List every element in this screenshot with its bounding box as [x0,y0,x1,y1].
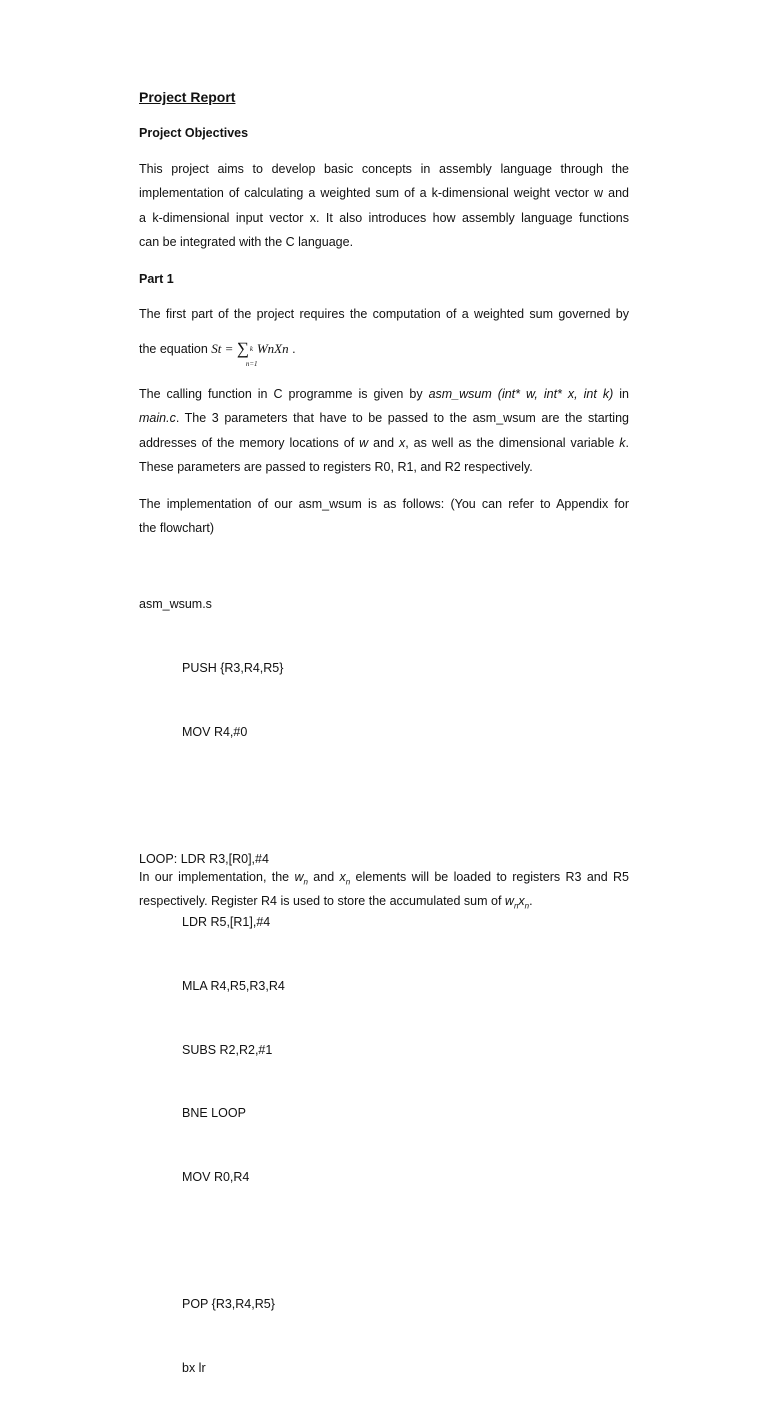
calling-text: addresses of the memory locations of [139,435,360,450]
calling-paragraph [139,382,629,480]
calling-text: . The 3 parameters that have to be passed to the asm_wsum are the starting [175,411,629,426]
objectives-line-2: implementation of calculating a weighted sum of a k-dimensional weight vector w and [139,186,629,201]
code-line: LDR R5,[R1],#4 [182,915,271,930]
equation-upper-limit: k [249,345,253,354]
equation-limits [245,343,258,369]
objectives-line-1: This project aims to develop basic concepts in assembly language through the [139,162,629,176]
calling-line-1 [139,382,629,406]
calling-text: in [613,387,629,401]
var-w: w [359,435,369,450]
code-line: SUBS R2,R2,#1 [182,1042,273,1057]
closing-text: . [529,894,533,909]
part1-intro-line-1: The first part of the project requires the computation of a weighted sum governed by [139,307,629,321]
objectives-line-4: can be integrated with the C language. [139,235,354,250]
calling-line-3 [139,431,629,455]
objectives-heading: Project Objectives [139,126,249,140]
equation [211,339,289,369]
code-line: POP {R3,R4,R5} [182,1297,275,1312]
code-line: MLA R4,R5,R3,R4 [182,979,285,994]
implementation-line-2: the flowchart) [139,521,215,536]
implementation-line-1: The implementation of our asm_wsum is as follows: (You can refer to Appendix for [139,497,629,511]
part1-heading: Part 1 [139,272,174,286]
closing-text: In our implementation, the [139,870,295,884]
assembly-code [139,552,285,1421]
code-blank [139,785,285,806]
file-name: main.c [139,411,176,426]
part1-intro [139,302,629,326]
implementation-paragraph [139,492,629,541]
closing-text: and [307,870,340,884]
equation-prefix: the equation [139,342,212,356]
var-x: x [518,894,525,909]
function-signature: asm_wsum (int* w, int* x, int k) [428,387,614,401]
objectives-line-3: a k-dimensional input vector x. It also introduces how assembly language functions [139,210,629,225]
subscript-n: n [345,877,351,887]
subscript-n: n [524,901,530,911]
equation-lhs: St = [211,341,234,356]
var-w: w [294,870,304,884]
code-line: MOV R0,R4 [182,1169,250,1184]
code-line: PUSH {R3,R4,R5} [182,661,284,676]
document-title: Project Report [139,89,236,105]
code-blank [139,1231,285,1252]
equation-lower-limit: n=1 [245,360,258,369]
subscript-n: n [303,877,308,887]
calling-text: The calling function in C programme is given by [139,387,429,401]
closing-line-2 [139,889,629,913]
objectives-paragraph [139,157,629,255]
var-k: k [619,435,626,450]
equation-rhs: WnXn [256,341,289,356]
var-x: x [339,870,346,884]
calling-text: , as well as the dimensional variable [405,435,620,450]
var-w: w [504,894,514,909]
equation-end: . [288,342,296,356]
calling-text: . [625,435,630,450]
code-loop-label: LOOP: [139,851,178,866]
code-file-name: asm_wsum.s [139,597,212,612]
sigma-symbol: ∑ [236,339,249,358]
calling-line-2 [139,406,629,430]
closing-text: respectively. Register R4 is used to store the accumulated sum of [139,894,505,909]
calling-text: and [368,435,399,450]
code-line: bx lr [182,1360,206,1375]
subscript-n: n [513,901,519,911]
closing-line-1 [139,865,629,889]
code-line: MOV R4,#0 [182,724,248,739]
part1-equation-line [139,336,296,369]
var-x: x [399,435,406,450]
calling-line-4: These parameters are passed to registers R0, R1, and R2 respectively. [139,460,533,475]
closing-text: elements will be loaded to registers R3 and R5 [350,870,629,884]
code-line: BNE LOOP [182,1106,246,1121]
closing-paragraph [139,865,629,914]
code-line: LDR R3,[R0],#4 [180,851,269,866]
